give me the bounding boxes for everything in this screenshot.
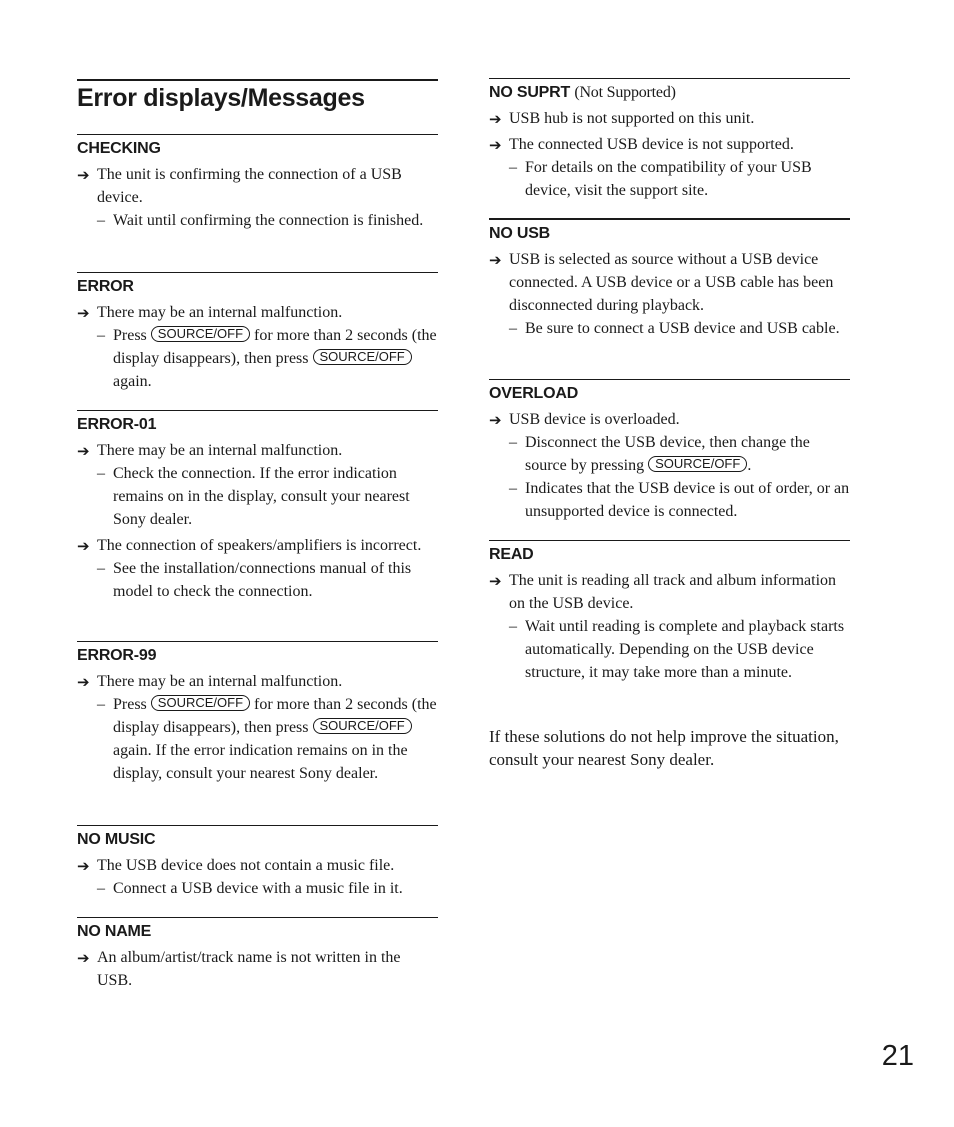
arrow-icon: ➔ <box>489 110 502 128</box>
cause-item: ➔ USB device is overloaded. <box>489 408 850 431</box>
cause-item: ➔ There may be an internal malfunction. <box>77 301 438 324</box>
section-heading: READ <box>489 546 534 563</box>
source-off-button-label: SOURCE/OFF <box>151 695 250 711</box>
section-heading: CHECKING <box>77 140 161 157</box>
cause-item: ➔ USB is selected as source without a USB device connected. A USB device or a USB cable has been disconnected during playback. <box>489 251 834 314</box>
arrow-icon: ➔ <box>489 411 502 429</box>
section-heading: ERROR-99 <box>77 647 157 664</box>
section-read <box>489 540 850 684</box>
section-heading: NO MUSIC <box>77 831 156 848</box>
arrow-icon: ➔ <box>77 673 90 691</box>
cause-item: ➔ The connected USB device is not supported. <box>489 133 850 156</box>
arrow-icon: ➔ <box>77 166 90 184</box>
section-heading: NO SUPRT (Not Supported) <box>489 84 676 101</box>
cause-item: ➔ The unit is reading all track and album information on the USB device. <box>489 572 837 612</box>
remedy-item: – Wait until confirming the connection is finished. <box>97 212 424 229</box>
remedy-item: – Connect a USB device with a music file in it. <box>97 880 403 897</box>
remedy-item: – Press SOURCE/OFF for more than 2 seconds (the display disappears), then press SOURCE/OFF again. <box>97 326 437 390</box>
source-off-button-label: SOURCE/OFF <box>313 349 412 365</box>
remedy-item: – Indicates that the USB device is out of order, or an unsupported device is connected. <box>509 480 850 520</box>
arrow-icon: ➔ <box>77 304 90 322</box>
cause-item: ➔ The USB device does not contain a music file. <box>77 854 438 877</box>
section-checking <box>77 134 438 232</box>
section-no-music <box>77 825 438 900</box>
remedy-item: – Be sure to connect a USB device and USB cable. <box>509 320 840 337</box>
arrow-icon: ➔ <box>77 442 90 460</box>
section-error-01 <box>77 410 438 603</box>
section-heading: ERROR-01 <box>77 416 157 433</box>
closing-paragraph: If these solutions do not help improve the situation, consult your nearest Sony dealer. <box>489 727 839 769</box>
section-no-usb <box>489 218 850 340</box>
arrow-icon: ➔ <box>77 537 90 555</box>
page-number: 21 <box>881 1040 914 1072</box>
cause-item: ➔ There may be an internal malfunction. <box>77 670 438 693</box>
section-heading: NO NAME <box>77 923 152 940</box>
arrow-icon: ➔ <box>77 949 90 967</box>
section-heading: ERROR <box>77 278 134 295</box>
source-off-button-label: SOURCE/OFF <box>648 456 747 472</box>
arrow-icon: ➔ <box>489 251 502 269</box>
remedy-item: – Check the connection. If the error indication remains on in the display, consult your nearest Sony dealer. <box>97 465 410 528</box>
cause-item: ➔ An album/artist/track name is not written in the USB. <box>77 949 401 989</box>
arrow-icon: ➔ <box>489 136 502 154</box>
remedy-item: – Press SOURCE/OFF for more than 2 seconds (the display disappears), then press SOURCE/OFF again. If the error indication remains on in the display, consult your nearest Sony dealer. <box>97 695 437 782</box>
cause-item: ➔ USB hub is not supported on this unit. <box>489 107 850 130</box>
source-off-button-label: SOURCE/OFF <box>151 326 250 342</box>
page-title: Error displays/Messages <box>77 84 365 112</box>
section-overload <box>489 379 850 523</box>
remedy-item: – Disconnect the USB device, then change the source by pressing SOURCE/OFF . <box>509 434 810 474</box>
remedy-item: – Wait until reading is complete and playback starts automatically. Depending on the USB device structure, it may take more than a minute. <box>509 618 845 681</box>
section-no-suprt <box>489 78 850 202</box>
cause-item: ➔ The connection of speakers/amplifiers is incorrect. <box>77 534 438 557</box>
cause-item: ➔ The unit is confirming the connection of a USB device. <box>77 166 402 206</box>
section-heading: OVERLOAD <box>489 385 579 402</box>
remedy-item: – See the installation/connections manual of this model to check the connection. <box>97 560 412 600</box>
section-error-99 <box>77 641 438 785</box>
cause-item: ➔ There may be an internal malfunction. <box>77 439 438 462</box>
section-error <box>77 272 438 393</box>
section-heading: NO USB <box>489 225 551 242</box>
remedy-item: – For details on the compatibility of your USB device, visit the support site. <box>509 159 812 199</box>
arrow-icon: ➔ <box>489 572 502 590</box>
section-no-name <box>77 917 438 992</box>
title-rule <box>77 79 438 81</box>
source-off-button-label: SOURCE/OFF <box>313 718 412 734</box>
arrow-icon: ➔ <box>77 857 90 875</box>
